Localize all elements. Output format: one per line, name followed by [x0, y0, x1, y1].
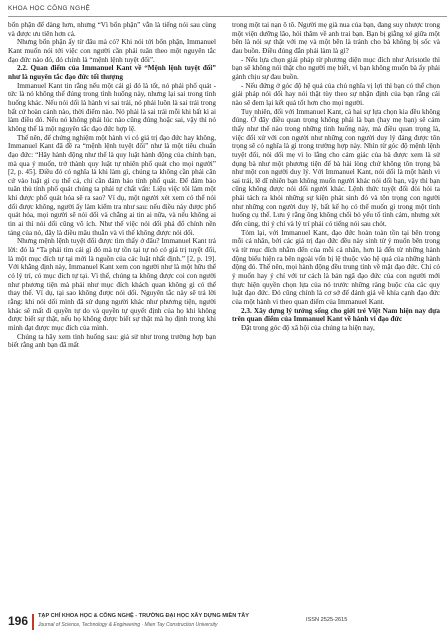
- article-body: [8, 21, 440, 599]
- section-heading: 2.3. Xây dựng lý tưởng sống cho giới trẻ Việt Nam hiện nay dựa trên quan điểm của Immanuel Kant về hành vi đạo đức: [232, 306, 440, 324]
- page-footer: [0, 602, 447, 640]
- page-number-box: [8, 602, 32, 640]
- journal-name-vi: TẠP CHÍ KHOA HỌC & CÔNG NGHỆ - TRƯỜNG ĐẠI HỌC XÂY DỰNG MIỀN TÂY: [38, 613, 249, 619]
- paragraph: Thế nên, để chứng nghiệm một hành vi có giá trị đạo đức hay không, Immanuel Kant đã đề ra “mệnh lệnh tuyệt đối” như là một tiêu chuẩn đạo đức: “Hãy hành động như thể là quy luật hành động của chính bạn, mà qua ý muốn, trở thành quy luật tự nhiên phổ quát cho mọi người” [2, p. 45]. Điều đó có nghĩa là khi làm gì, chúng ta không cần phải căn cứ vào luật gì cụ thể cả, chỉ cần đảm bảo tính phổ quát. Để đảm bảo tuân thủ tính phổ quát chúng ta phải tự chất vấn: Liệu việc tôi làm một khi được phổ quát hóa sẽ ra sao? Ví dụ, một người xét xem có thể nói dối được không, người ấy làm kiểm tra như sau: nếu điều này được phổ quát hóa, mọi người sẽ nói dối và chẳng ai tin ai nữa, và nếu không ai tin ai thì nói dối cũng vô ích. Như thế việc nói dối phá đổ chính nền tảng của nó, đây là điều mâu thuẫn và vì thế không được nói dối.: [8, 133, 216, 237]
- paragraph: Chúng ta hãy xem tình huống sau: giả sử như trong trường hợp bạn biết rằng anh bạn đã mất: [8, 332, 216, 350]
- issn: ISSN 2525-2615: [306, 617, 348, 623]
- section-header: KHOA HỌC CÔNG NGHỆ: [8, 5, 91, 12]
- journal-name-en: Journal of Science, Technology & Engineering · Mien Tay Construction University: [38, 622, 218, 628]
- header-divider: [8, 16, 447, 17]
- paragraph: - Nếu lựa chọn giải pháp từ phương diện mục đích như Aristotle thì bạn sẽ không nói thật cho người mẹ biết, vì bạn không muốn bà ấy phải gánh chịu sự đau buồn.: [232, 55, 440, 81]
- paragraph: Nhưng bổn phận ấy từ đâu mà có? Khi nói tới bổn phận, Immanuel Kant muốn nói tới việc con người cần phải tuân theo một nguyên tắc đạo đức nào đó, đó chính là “mệnh lệnh tuyệt đối”.: [8, 38, 216, 64]
- paragraph: Đặt trong góc độ xã hội của chúng ta hiện nay,: [241, 323, 375, 332]
- paragraph: - Nếu đứng ở góc độ hệ quả của chủ nghĩa vị lợi thì bạn có thể chọn giải pháp nói dối hay nói thật tùy theo sự nhận định của bạn rằng cái nào sẽ đem lại kết quả tốt hơn cho mọi người.: [232, 81, 440, 107]
- footer-accent-bar: [32, 614, 34, 630]
- paragraph: Tuy nhiên, đối với Immanuel Kant, cả hai sự lựa chọn kia đều không đúng. Ở đây điều quan trọng không phải là bạn (hay mẹ bạn) sẽ cảm thấy như thế nào trong những tình huống này, mà điều quan trọng là, việc đối xử với con người như những con người duy lý đáng được tôn trọng sẽ có nghĩa là gì trong trường hợp này. Nhìn từ góc độ mệnh lệnh tuyệt đối, nói dối mẹ vì lo lắng cho cảm giác của bà được xem là sử dụng bà như một phương tiện để bà hài lòng chứ không tôn trọng bà như một con người duy lý. Với Immanuel Kant, nói dối là một hành vi sai trái, lẽ dĩ nhiên bạn không muốn người khác nói dối bạn, vậy thì bạn cũng không được nói dối người khác. Lệnh thức tuyệt đối đòi hỏi ta phải tách ra khỏi những sự kiện phát sinh đó và tôn trọng con người như những con người duy lý, bất kể họ có thể muốn gì trong một tình huống cụ thể. Lưu ý rằng ông không chối bỏ yếu tố tình cảm, nhưng xét đến cùng, thì ý chí và lý trí phải có tiếng nói sau chót.: [232, 107, 440, 229]
- paragraph: trong một tai nạn ô tô. Người mẹ già nua của bạn, đang suy nhược trong một viện dưỡng lão, hỏi thăm về anh trai bạn. Bạn bị giằng xé giữa một bên là nói sự thật với mẹ và một bên là tránh cho bà không bị sốc và đau buồn. Điều đúng đắn phải làm là gì?: [232, 21, 440, 55]
- section-heading: 2.2. Quan điểm của Immanuel Kant về “Mệnh lệnh tuyệt đối” như là nguyên tắc đạo đức tối thượng: [8, 64, 216, 81]
- paragraph: Nhưng mệnh lệnh tuyệt đối được tìm thấy ở đâu? Immanuel Kant trả lời: đó là “Ta phải tìm cái gì đó mà tự tồn tại tự nó có giá trị tuyệt đối, là một mục đích tự tại mới là nguồn của các luật nhất định.” [2, p. 19]. Với khẳng định này, Immanuel Kant xem con người như là một hữu thể có lý trí, có mục đích tự tại. Vì thế, chúng ta không được coi con người như phương tiện mà phải như mục đích khách quan không gì có thể thay thế. Ví dụ, tại sao không được nói dối. Nguyên tắc này sẽ trả lời rằng: khi nói dối mình đã sử dụng người khác như phương tiện, người khác sẽ mất đi quyền tự do và quyền tự quyết định của họ khi không được biết sự thật, nếu họ không được biết sự thật mà họ định trong khi mình đạt được mục đích của mình.: [8, 237, 216, 332]
- right-column: [232, 21, 440, 599]
- paragraph: Immanuel Kant tin rằng nếu một cái gì đó là tốt, nó phải phổ quát - tức là nó không thể đúng trong tình huống này, nhưng lại sai trong tình huống khác. Nếu nói dối là hành vi sai trái, nó phải luôn là sai trái trong bất cứ hoàn cảnh nào, thời điểm nào. Nó phải là sai trái mỗi khi bất kì ai làm điều đó. Nếu nó không phải lúc nào cũng đúng hoặc sai, vậy thì nó không thể là một nguyên tắc đạo đức hợp lệ.: [8, 81, 216, 133]
- page-number: 196: [8, 614, 29, 628]
- paragraph: Tóm lại, với Immanuel Kant, đạo đức hoàn toàn tồn tại bên trong mỗi cá nhân, bởi các giá trị đạo đức đều này sinh từ ý muốn bên trong và từ mục đích nhằm đến của mỗi cá nhân, hơn là đến từ những hành động biểu hiện ra bên ngoài vốn bị lệ thuộc vào hệ quả của những hành động đó. Thế nên, mọi hành động đều trung tính về mặt đạo đức. Chỉ có ý muốn hay ý chí với tư cách là bản ngã đạo đức của con người mới thực hiện quyền chọn lựa của nó trước những ràng buộc của các quy luật đạo đức. Đó cũng chính là cơ sở để đánh giá về khía cạnh đạo đức của một hành vi theo quan điểm của Immanuel Kant.: [232, 228, 440, 306]
- left-column: [8, 21, 216, 599]
- paragraph: bổn phận để dàng hơn, nhưng “Vì bổn phận” vẫn là tiếng nói sau cùng và được ưu tiên hơn cả.: [8, 21, 216, 38]
